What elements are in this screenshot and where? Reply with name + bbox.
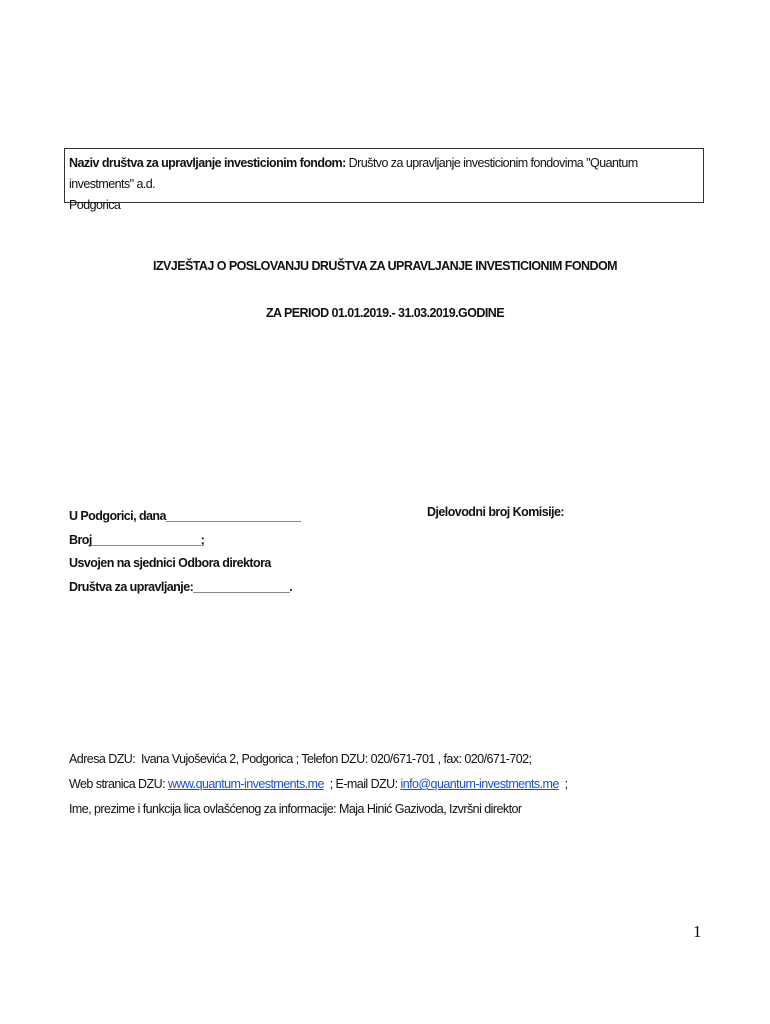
website-link[interactable]: www.quantum-investments.me	[167, 777, 324, 791]
page-number: 1	[693, 922, 702, 941]
adopted-line: Usvojen na sjednici Odbora direktora	[69, 556, 271, 570]
signature-block	[69, 505, 300, 599]
fund-company-name-value: Društvo za upravljanje investicionim fondovima "Quantum investments" a.d.	[69, 156, 638, 191]
fund-company-name-label: Naziv društva za upravljanje investicionim fondom:	[69, 156, 346, 170]
web-email-line	[69, 772, 568, 797]
report-period: ZA PERIOD 01.01.2019.- 31.03.2019.GODINE	[265, 306, 505, 320]
contact-person-line: Ime, prezime i funkcija lica ovlašćenog za informacije: Maja Hinić Gazivoda, Izvršni direktor	[69, 802, 522, 816]
place-date-line: U Podgorici, dana_____________________	[69, 509, 301, 523]
email-link[interactable]: info@quantum-investments.me	[400, 777, 559, 791]
fund-company-name-line-1	[69, 153, 699, 195]
fund-company-name-box	[64, 148, 704, 212]
web-label: Web stranica DZU:	[69, 777, 168, 791]
fund-company-name-city: Podgorica	[69, 198, 121, 212]
email-label: ; E-mail DZU:	[323, 777, 401, 791]
report-title: IZVJEŠTAJ O POSLOVANJU DRUŠTVA ZA UPRAVLJANJE INVESTICIONIM FONDOM	[153, 259, 617, 273]
commission-number-label: Djelovodni broj Komisije:	[427, 505, 564, 519]
email-suffix: ;	[558, 777, 568, 791]
address-line: Adresa DZU: Ivana Vujoševića 2, Podgorica ; Telefon DZU: 020/671-701 , fax: 020/671-702;	[69, 752, 532, 766]
company-approval-line: Društva za upravljanje:_______________.	[69, 579, 293, 594]
number-line: Broj_________________;	[69, 532, 205, 547]
contact-footer	[69, 747, 568, 822]
